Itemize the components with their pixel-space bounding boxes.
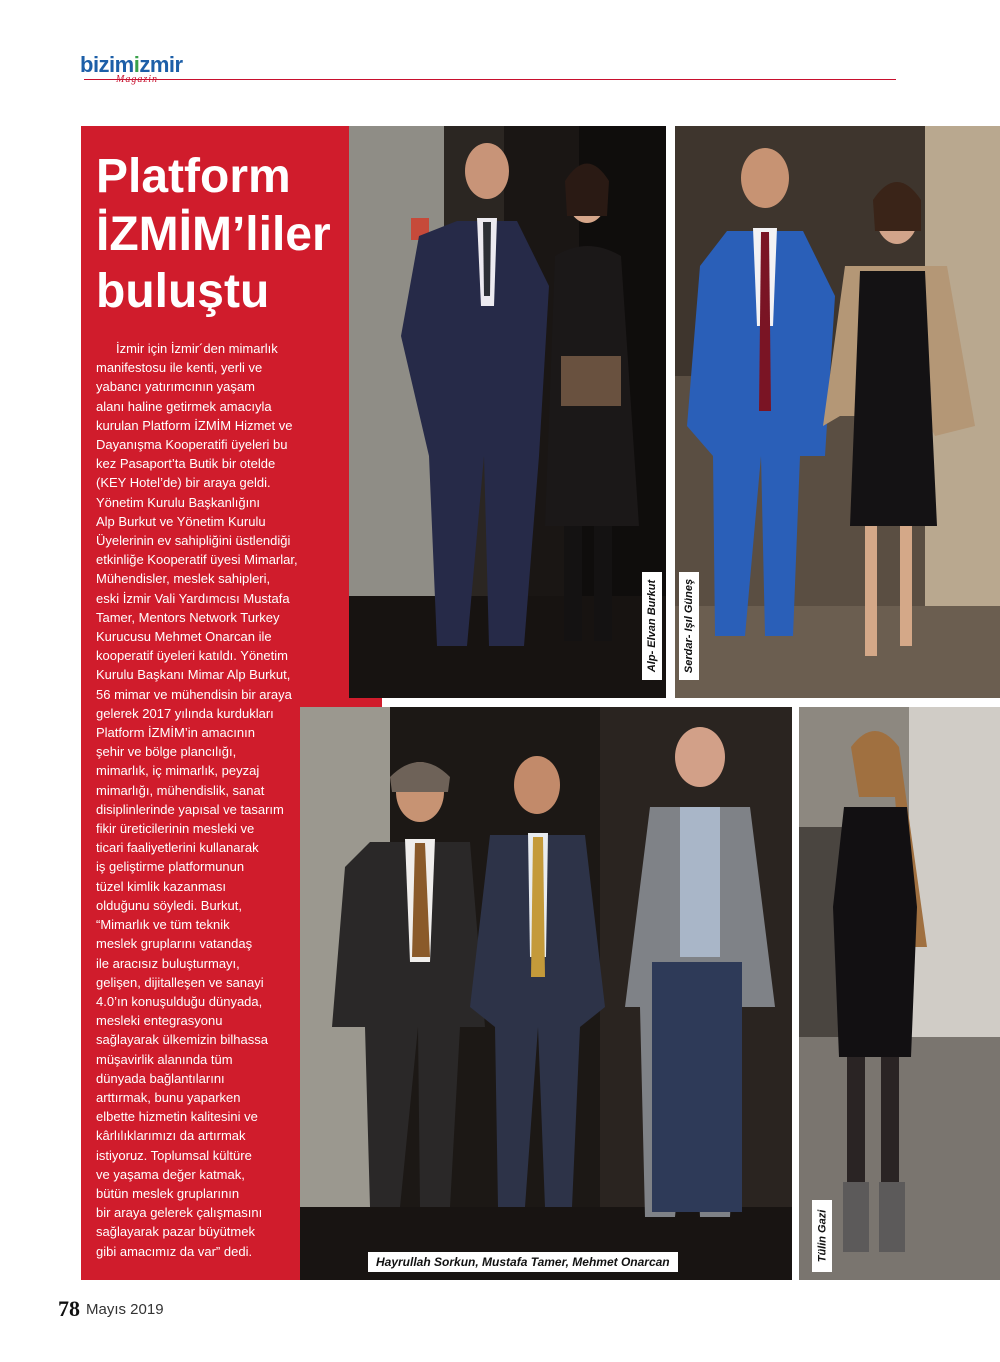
body-line: alanı haline getirmek amacıyla	[96, 398, 272, 414]
body-line: kurulan Platform İZMİM Hizmet ve	[96, 417, 293, 433]
body-line: mimarlığı, mühendislik, sanat	[96, 782, 265, 798]
photo-caption: Hayrullah Sorkun, Mustafa Tamer, Mehmet Onarcan	[368, 1252, 678, 1272]
body-line: Üyelerinin ev sahipliğini üstlendiği	[96, 533, 291, 549]
body-line: bütün meslek gruplarının	[96, 1185, 240, 1201]
body-line: disiplinlerinde yapısal ve tasarım	[96, 801, 284, 817]
body-line: ile aracısız buluşturmayı,	[96, 955, 240, 971]
body-line: gelerek 2017 yılında kurdukları	[96, 705, 274, 721]
page-number: 78	[58, 1296, 80, 1321]
body-line: Mühendisler, meslek sahipleri,	[96, 571, 271, 587]
body-line: Kurulu Başkanı Mimar Alp Burkut,	[96, 667, 291, 683]
photo-serdar-isil-gunes	[675, 126, 1000, 698]
body-line: İzmir için İzmir´den mimarlık	[116, 341, 278, 356]
body-line: 56 mimar ve mühendisin bir araya	[96, 686, 292, 702]
body-line: Dayanışma Kooperatifi üyeleri bu	[96, 437, 288, 453]
photo-caption: Tülin Gazi	[812, 1200, 832, 1272]
body-line: eski İzmir Vali Yardımcısı Mustafa	[96, 590, 290, 606]
photo-caption: Alp- Elvan Burkut	[642, 572, 662, 680]
body-line: şehir ve bölge plancılığı,	[96, 744, 237, 760]
body-line: elbette hizmetin kalitesini ve	[96, 1109, 258, 1125]
body-line: kârlılıklarımızı da artırmak	[96, 1128, 246, 1144]
logo-wordmark: bizimizmir	[80, 52, 183, 77]
body-line: gelişen, dijitalleşen ve sanayi	[96, 974, 264, 990]
body-line: etkinliğe Kooperatif üyesi Mimarlar,	[96, 552, 298, 568]
article-body	[96, 339, 326, 1261]
body-line: (KEY Hotel’de) bir araya geldi.	[96, 475, 271, 491]
photo-tulin-gazi	[799, 707, 1000, 1280]
body-line: manifestosu ile kenti, yerli ve	[96, 360, 263, 376]
body-line: dünyada bağlantılarını	[96, 1070, 225, 1086]
photo-alp-elvan-burkut	[349, 126, 666, 698]
photo-three-men	[300, 707, 792, 1280]
header-rule	[84, 79, 896, 80]
body-line: kez Pasaport’ta Butik bir otelde	[96, 456, 276, 472]
magazine-logo	[80, 48, 220, 92]
body-line: gibi amacımız da var” dedi.	[96, 1243, 253, 1259]
photo-caption: Serdar- Işıl Güneş	[679, 572, 699, 680]
body-line: Yönetim Kurulu Başkanlığını	[96, 494, 261, 510]
body-line: ve yaşama değer katmak,	[96, 1166, 245, 1182]
body-line: Kurucusu Mehmet Onarcan ile	[96, 629, 272, 645]
body-line: arttırmak, bunu yaparken	[96, 1089, 241, 1105]
body-line: iş geliştirme platformunun	[96, 859, 245, 875]
body-line: yabancı yatırımcının yaşam	[96, 379, 255, 395]
body-line: “Mimarlık ve tüm teknik	[96, 917, 230, 933]
body-line: 4.0’ın konuşulduğu dünyada,	[96, 993, 263, 1009]
body-line: Platform İZMİM’in amacının	[96, 725, 255, 741]
body-line: istiyoruz. Toplumsal kültüre	[96, 1147, 252, 1163]
headline-line: buluştu	[96, 265, 270, 319]
body-line: bir araya gelerek çalışmasını	[96, 1205, 263, 1221]
article-headline	[96, 148, 376, 321]
body-line: meslek gruplarını vatandaş	[96, 936, 253, 952]
body-line: mimarlık, iç mimarlık, peyzaj	[96, 763, 260, 779]
body-line: sağlayarak ülkemizin bilhassa	[96, 1032, 268, 1048]
body-line: müşavirlik alanında tüm	[96, 1051, 233, 1067]
issue-date: Mayıs 2019	[86, 1301, 164, 1318]
body-line: kooperatif üyeleri katıldı. Yönetim	[96, 648, 288, 664]
headline-line: İZMİM’liler	[96, 207, 331, 261]
body-line: tüzel kimlik kazanması	[96, 878, 227, 894]
body-line: Alp Burkut ve Yönetim Kurulu	[96, 513, 266, 529]
headline-line: Platform	[96, 150, 291, 203]
body-line: ticari faaliyetlerini kullanarak	[96, 840, 259, 856]
body-line: olduğunu söyledi. Burkut,	[96, 897, 242, 913]
body-line: Tamer, Mentors Network Turkey	[96, 609, 280, 625]
body-line: mesleki entegrasyonu	[96, 1013, 223, 1029]
body-line: fikir üreticilerinin mesleki ve	[96, 821, 255, 837]
body-line: sağlayarak pazar büyütmek	[96, 1224, 255, 1240]
palm-icon: i	[133, 52, 140, 77]
